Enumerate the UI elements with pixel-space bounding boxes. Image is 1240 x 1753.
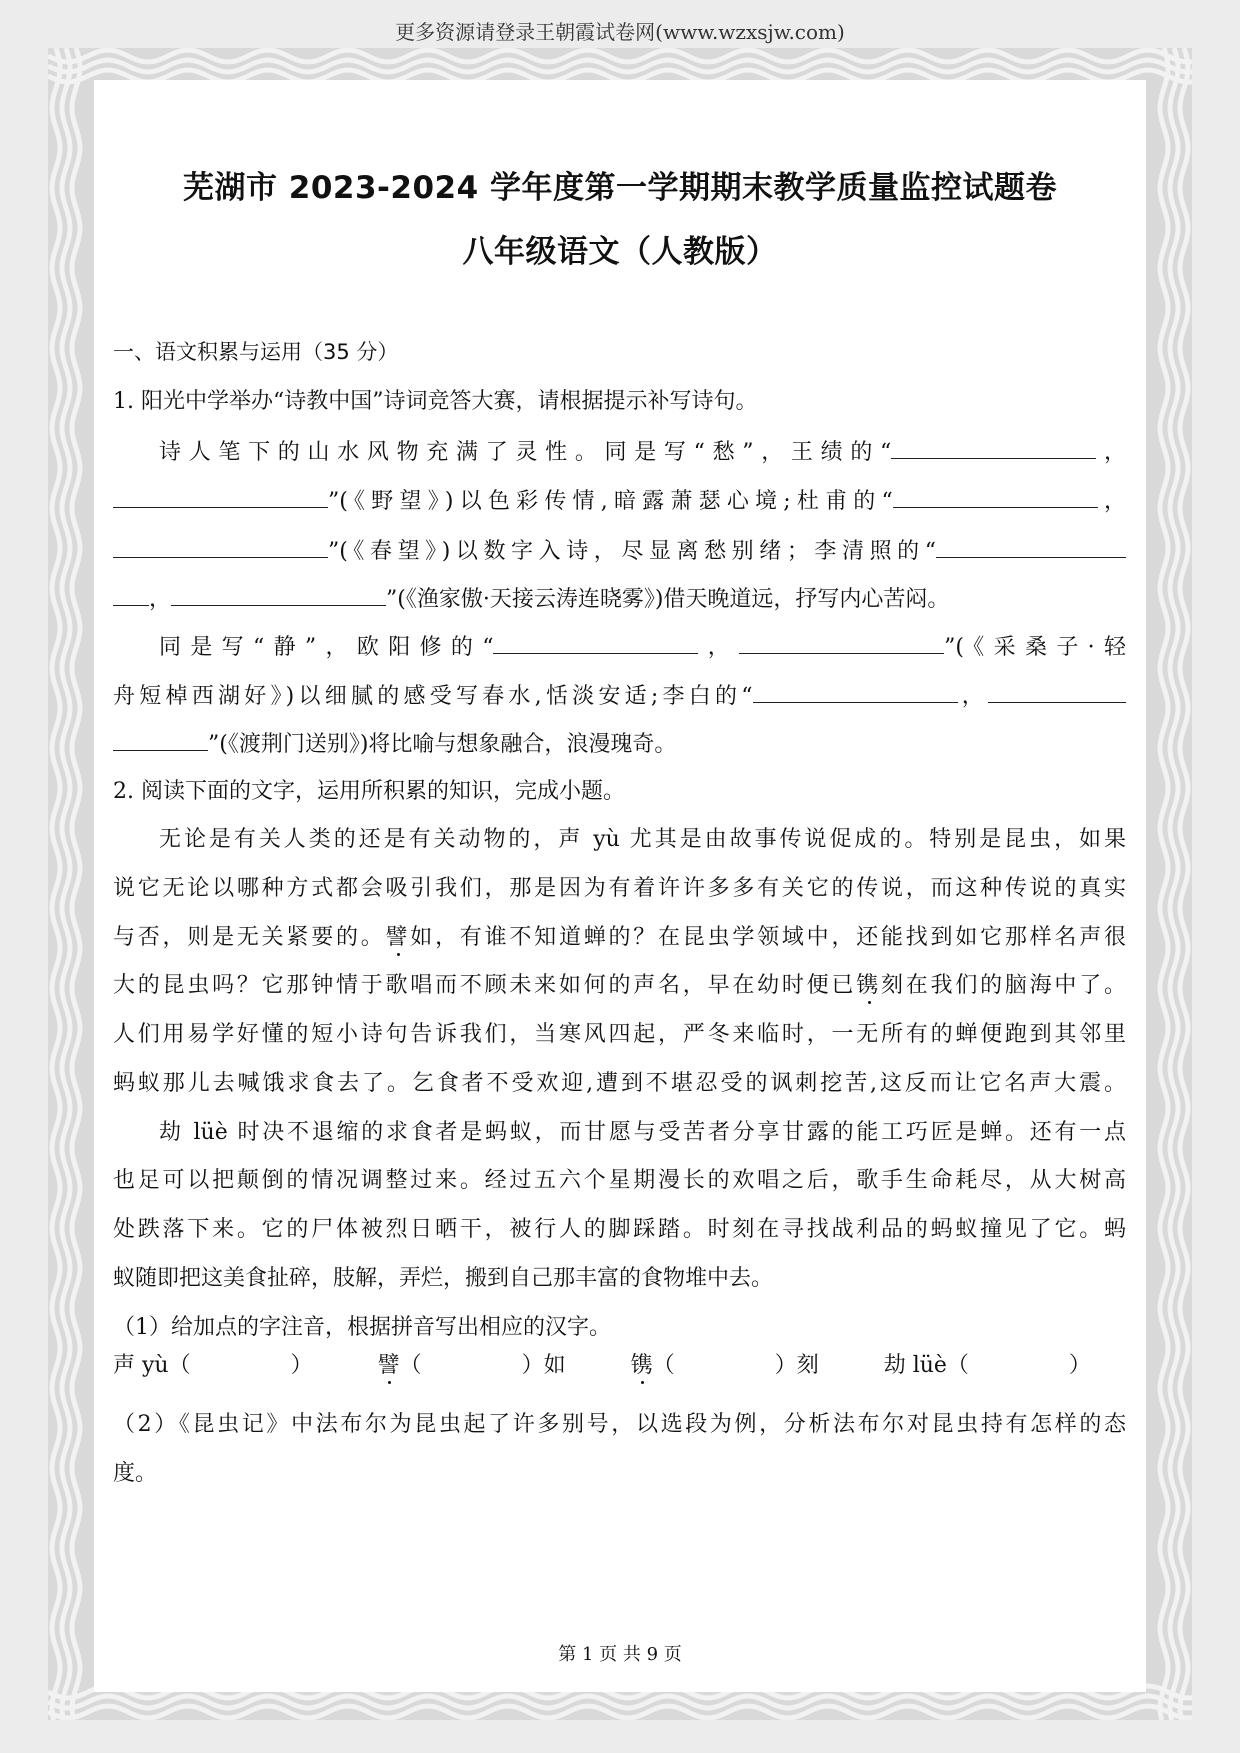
wave-line [62, 48, 70, 1720]
emphasized-char: 镌 [856, 973, 881, 998]
q1-line [113, 631, 1126, 663]
text: ， [1097, 489, 1126, 514]
sub-question-2: （2）《昆虫记》中法布尔为昆虫起了许多别号，以选段为例，分析法布尔对昆虫持有怎样的态 [113, 1412, 1126, 1437]
emphasized-char: 镌 [630, 1353, 653, 1378]
answer-blank[interactable] [753, 680, 958, 703]
text: ， [1096, 440, 1126, 465]
wave-line [72, 48, 80, 1720]
text: ， [149, 587, 172, 612]
emphasized-char: 譬 [377, 1353, 400, 1378]
q1-line [113, 535, 1126, 567]
text: 舟短棹西湖好》)以细腻的感受写春水,恬淡安适;李白的“ [113, 684, 753, 709]
text: ）刻 [774, 1353, 819, 1378]
passage-line: 蚁随即把这美食扯碎，肢解，弄烂，搬到自己那丰富的食物堆中去。 [113, 1266, 774, 1291]
wave-line [1160, 48, 1168, 1720]
text: 与否，则是无关紧要的。 [113, 925, 386, 950]
passage-line [113, 923, 1126, 953]
text: ） [290, 1353, 313, 1378]
text: ”(《渡荆门送别》)将比喻与想象融合，浪漫瑰奇。 [208, 732, 677, 757]
passage-line: 处跌落下来。它的尸体被烈日晒干，被行人的脚踩踏。时刻在寻找战利品的蚂蚁撞见了它。蚂 [113, 1217, 1126, 1242]
passage-line: 蚂蚁那儿去喊饿求食去了。乞食者不受欢迎,遭到不堪忍受的讽刺挖苦,这反而让它名声大震。 [113, 1071, 1126, 1096]
wave-line [48, 50, 1192, 62]
text: 刻在我们的脑海中了。 [881, 973, 1126, 998]
wave-line [1170, 48, 1178, 1720]
text: 大的昆虫吗？它那钟情于歌唱而不顾未来如何的声名，早在幼时便已 [113, 973, 857, 998]
text: ， [698, 635, 740, 660]
emphasized-char: 譬 [385, 925, 411, 950]
page-number-footer: 第 1 页 共 9 页 [558, 1644, 682, 1665]
answer-blank[interactable] [891, 436, 1096, 459]
q1-line [113, 728, 1126, 760]
wave-line [1180, 48, 1188, 1720]
answer-blank[interactable] [171, 583, 386, 606]
text: ”(《野望》)以色彩传情,暗露萧瑟心境;杜甫的“ [328, 489, 893, 514]
q1-line [113, 436, 1126, 468]
passage-line: 也足可以把颠倒的情况调整过来。经过五六个星期漫长的欢唱之后，歌手生命耗尽，从大树高 [113, 1168, 1126, 1193]
answer-blank[interactable] [988, 680, 1126, 703]
wave-line [52, 48, 60, 1720]
site-watermark-note: 更多资源请登录王朝霞试卷网(www.wzxsjw.com) [395, 20, 845, 44]
q1-line [113, 583, 1126, 615]
text: ”(《渔家傲·天接云涛连晓雾》)借天晚道远，抒写内心苦闷。 [386, 587, 950, 612]
passage-line: 无论是有关人类的还是有关动物的，声 yù 尤其是由故事传说促成的。特别是昆虫，如果 [159, 827, 1126, 852]
exam-subtitle: 八年级语文（人教版） [462, 234, 778, 270]
text: ”(《春望》)以数字入诗，尽显离愁别绪；李清照的“ [328, 539, 936, 564]
text: ） [1068, 1353, 1091, 1378]
answer-blank[interactable] [113, 485, 328, 508]
fill-item-label: 劫 lüè（ [883, 1353, 969, 1378]
text: ， [957, 684, 988, 709]
sub-question-2-cont: 度。 [113, 1461, 158, 1486]
answer-blank[interactable] [113, 535, 328, 558]
answer-blank[interactable] [739, 631, 944, 654]
question-1-stem: 1. 阳光中学举办“诗教中国”诗词竞答大赛，请根据提示补写诗句。 [113, 389, 758, 414]
text: 诗人笔下的山水风物充满了灵性。同是写“愁”，王绩的“ [159, 440, 892, 465]
text: ）如 [521, 1353, 566, 1378]
answer-blank[interactable] [936, 535, 1126, 558]
answer-blank[interactable] [893, 485, 1098, 508]
pinyin-fill-row [113, 1351, 1126, 1381]
section-heading: 一、语文积累与运用（35 分） [113, 340, 399, 364]
text: （ [399, 1353, 422, 1378]
fill-item-label: 声 yù（ [113, 1353, 191, 1378]
answer-blank[interactable] [113, 728, 208, 751]
text: ”(《采桑子·轻 [944, 635, 1126, 660]
passage-line [113, 971, 1126, 1001]
text: （ [652, 1353, 675, 1378]
text: 同是写“静”，欧阳修的“ [159, 635, 494, 660]
answer-blank[interactable] [493, 631, 698, 654]
q1-line [113, 485, 1126, 517]
passage-line: 劫 lüè 时决不退缩的求食者是蚂蚁，而甘愿与受苦者分享甘露的能工巧匠是蝉。还有一点 [159, 1120, 1126, 1145]
question-2-stem: 2. 阅读下面的文字，运用所积累的知识，完成小题。 [113, 779, 625, 804]
exam-title: 芜湖市 2023-2024 学年度第一学期期末教学质量监控试题卷 [182, 170, 1057, 206]
sub-question-1: （1）给加点的字注音，根据拼音写出相应的汉字。 [113, 1315, 611, 1340]
passage-line: 说它无论以哪种方式都会吸引我们，那是因为有着许许多多有关它的传说，而这种传说的真实 [113, 876, 1126, 901]
text: 如，有谁不知道蝉的？在昆虫学领域中，还能找到如它那样名声很 [410, 925, 1126, 950]
answer-blank[interactable] [113, 583, 149, 606]
passage-line: 人们用易学好懂的短小诗句告诉我们，当寒风四起，严冬来临时，一无所有的蝉便跑到其邻里 [113, 1022, 1126, 1047]
q1-line [113, 680, 1126, 712]
